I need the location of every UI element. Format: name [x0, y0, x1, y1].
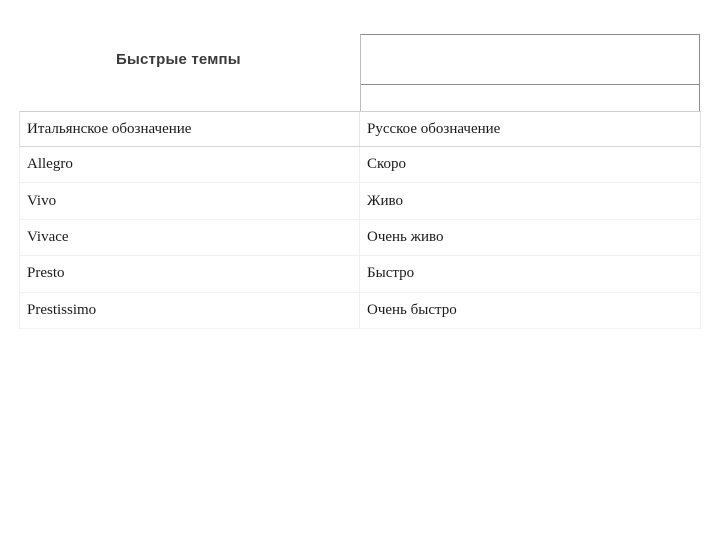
table-row — [19, 293, 701, 329]
table-row — [19, 183, 701, 219]
tempo-table — [19, 111, 701, 329]
column-header-italian: Итальянское обозначение — [20, 112, 360, 146]
italian-term-cell: Vivace — [20, 220, 360, 255]
header-frame — [360, 34, 700, 111]
column-header-russian: Русское обозначение — [367, 120, 501, 137]
italian-term-cell: Prestissimo — [20, 293, 360, 328]
italian-term-cell: Vivo — [20, 183, 360, 218]
russian-term-cell: Быстро — [367, 265, 415, 282]
table-header-row — [19, 111, 701, 147]
table-row — [19, 220, 701, 256]
table-row — [19, 147, 701, 183]
page-title: Быстрые темпы — [116, 51, 241, 68]
italian-term-cell: Presto — [20, 256, 360, 291]
russian-term-cell: Живо — [367, 192, 403, 209]
header-divider — [361, 84, 699, 85]
table-row — [19, 256, 701, 292]
italian-term-cell: Allegro — [20, 147, 360, 182]
russian-term-cell: Очень быстро — [367, 301, 457, 318]
russian-term-cell: Скоро — [367, 156, 407, 173]
russian-term-cell: Очень живо — [367, 228, 444, 245]
